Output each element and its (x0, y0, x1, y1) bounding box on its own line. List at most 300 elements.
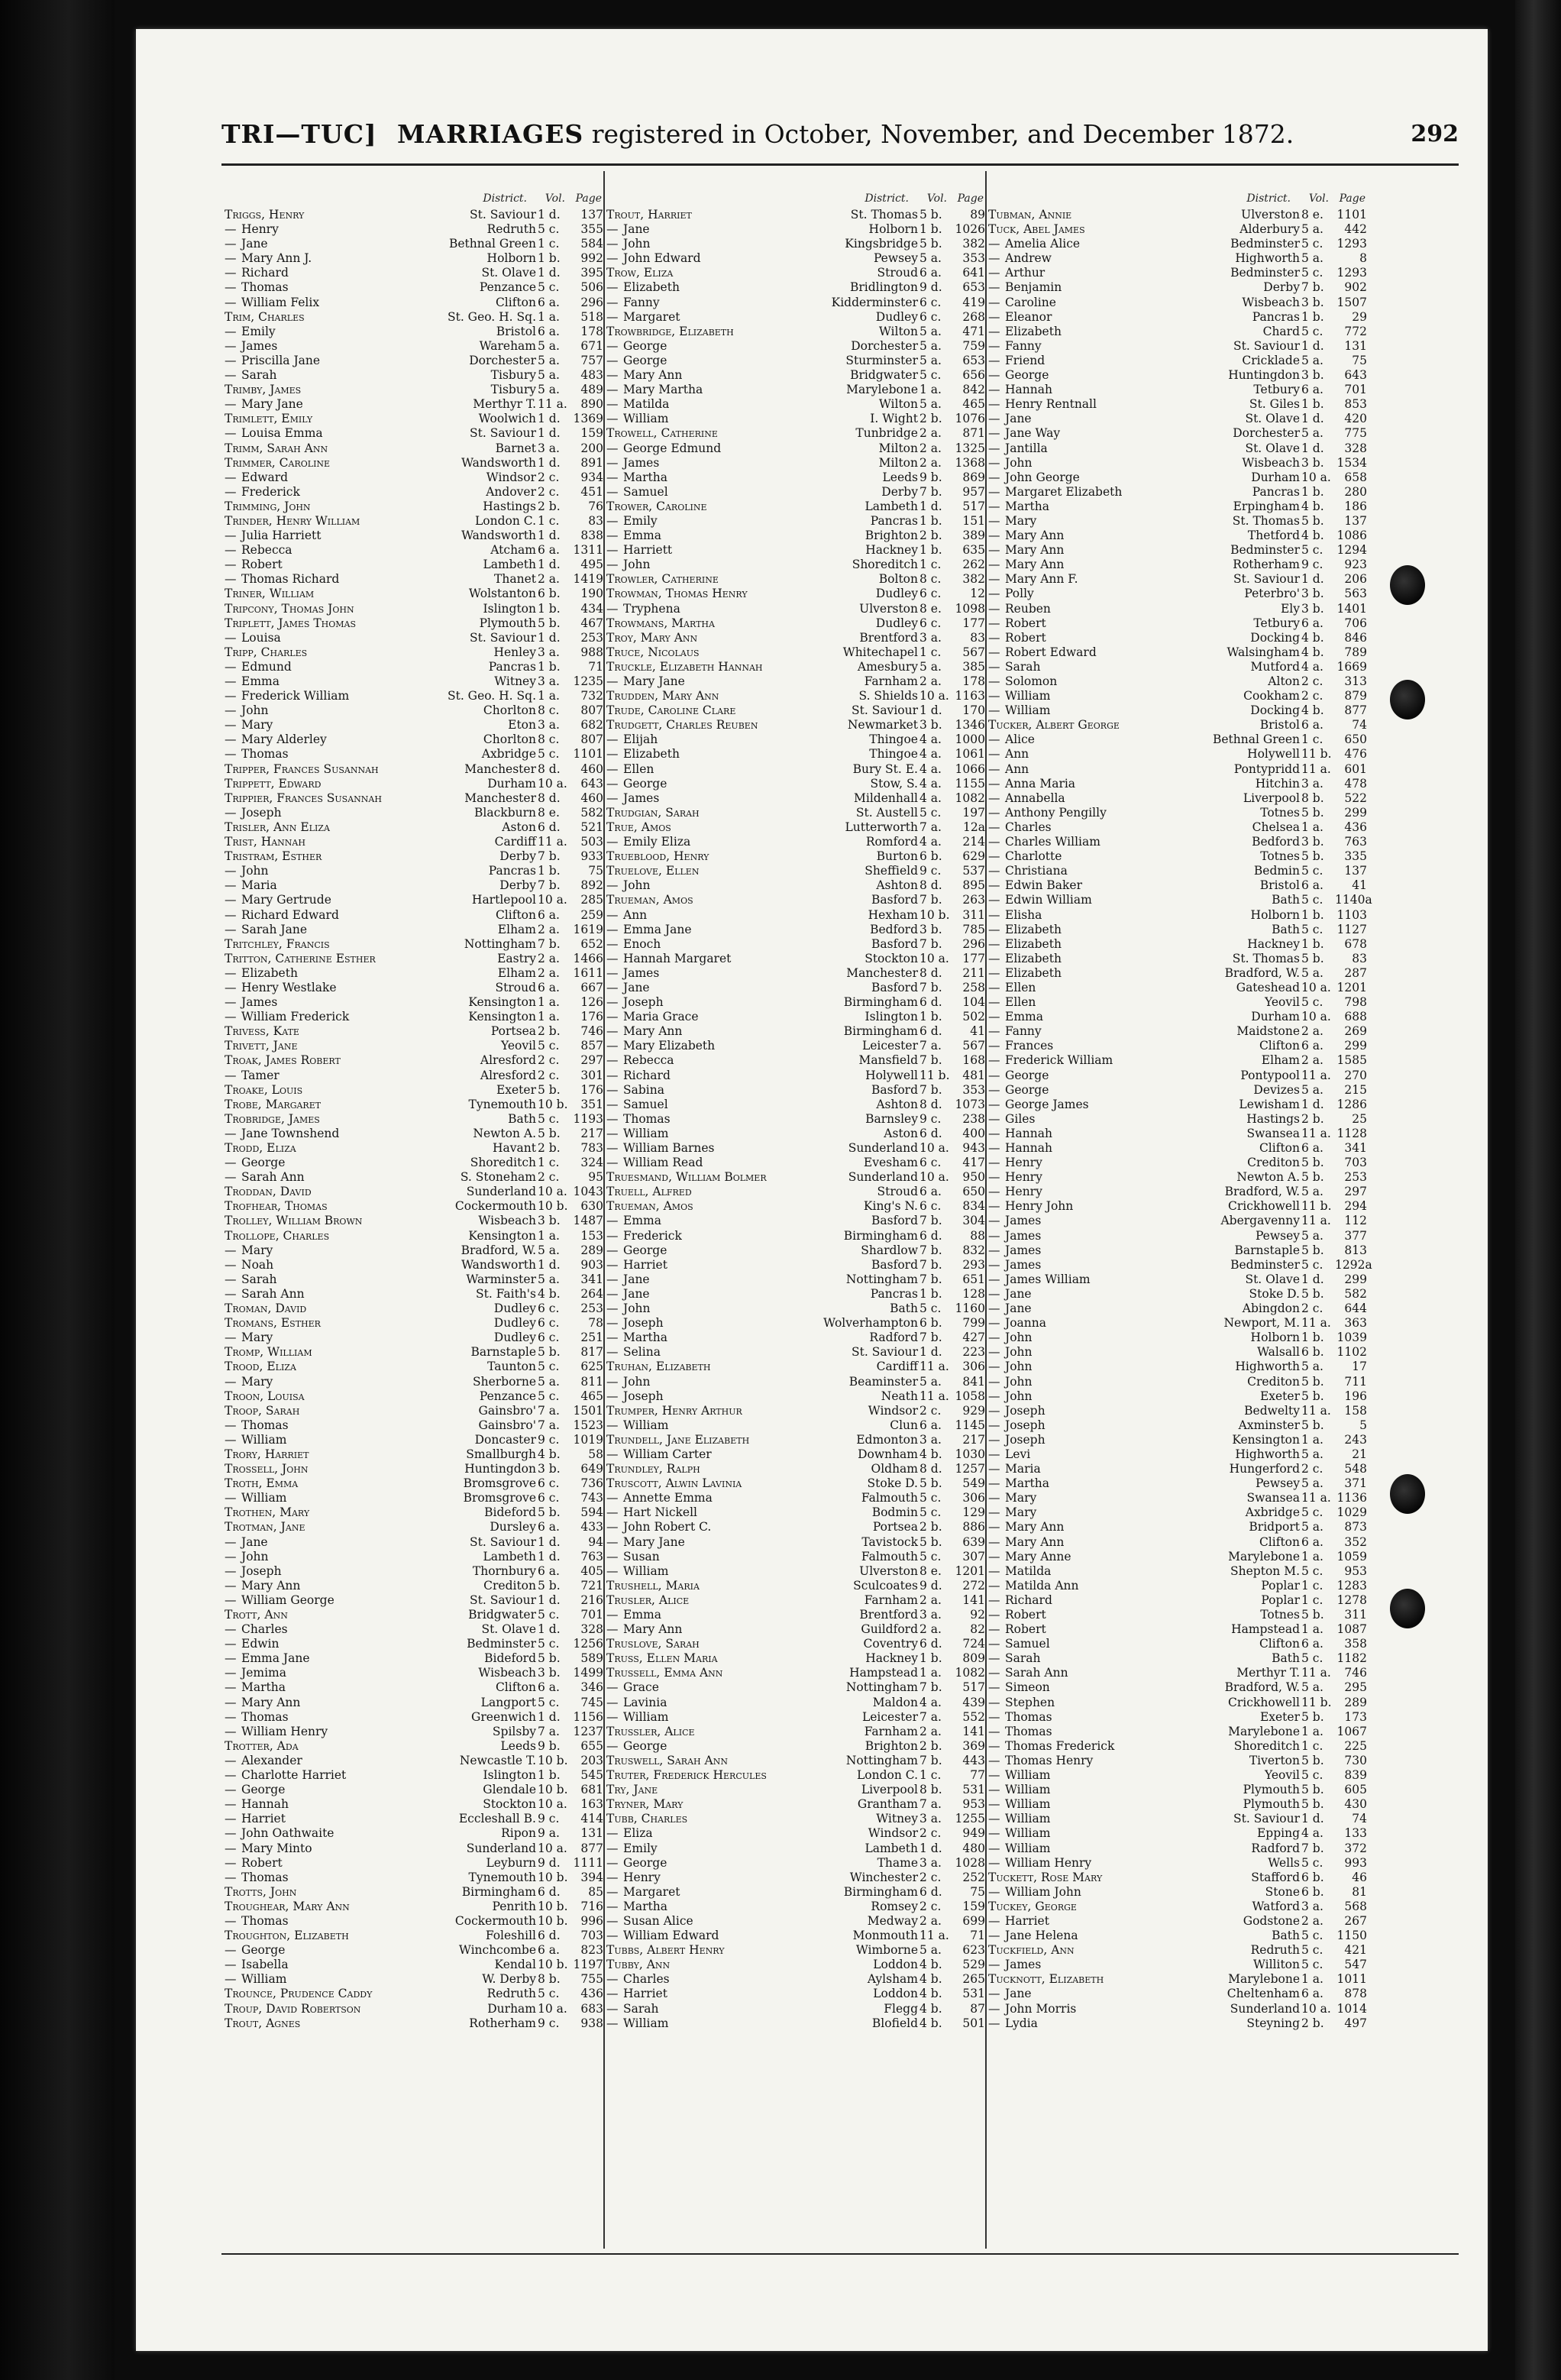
entry-volume: 5 c. (1301, 1505, 1323, 1520)
repeat-surname-dash: — (988, 980, 1000, 994)
entry-page: 547 (1344, 1958, 1367, 1972)
entry-district: Holborn (868, 222, 918, 237)
entry-volume: 1 d. (538, 208, 561, 222)
entry-volume: 5 a. (919, 1943, 942, 1958)
repeat-surname-dash: — (988, 1156, 1000, 1170)
register-entry (985, 791, 1367, 806)
entry-volume: 2 b. (538, 499, 561, 513)
repeat-surname-dash: — (225, 747, 237, 762)
entry-district: Elham (497, 922, 536, 936)
entry-district: Kidderminster (831, 295, 918, 309)
repeat-surname-dash: — (606, 1913, 619, 1928)
entry-volume: 6 a. (538, 543, 560, 558)
register-entry (603, 1141, 985, 1156)
register-entry (985, 1287, 1367, 1302)
repeat-surname-dash: — (988, 907, 1000, 922)
entry-page: 992 (580, 251, 603, 266)
entry-page: 537 (962, 864, 985, 878)
entry-page: 252 (962, 1870, 985, 1884)
repeat-surname-dash: — (225, 1286, 237, 1301)
entry-name: Sarah (241, 368, 277, 383)
entry-volume: 10 a. (538, 2001, 567, 2016)
entry-district: W. Derby (482, 1972, 536, 1987)
entry-page: 88 (970, 1228, 985, 1243)
entry-page: 151 (962, 513, 985, 528)
entry-page: 1000 (955, 732, 985, 747)
entry-name: Trory, Harriet (225, 1447, 309, 1461)
entry-district: Lutterworth (845, 820, 918, 834)
entry-district: St. Faith's (475, 1286, 536, 1301)
register-entry (603, 1505, 985, 1520)
entry-name: Trood, Eliza (225, 1360, 296, 1374)
entry-district: Shoreditch (1233, 1738, 1300, 1753)
entry-page: 1325 (955, 441, 985, 455)
entry-volume: 7 b. (919, 1243, 942, 1257)
repeat-surname-dash: — (225, 353, 237, 367)
entry-volume: 11 a. (1301, 1214, 1331, 1228)
entry-district: Evesham (863, 1156, 918, 1170)
entry-district: Bradford, W. (1224, 1680, 1300, 1695)
entry-page: 625 (580, 1360, 603, 1374)
repeat-surname-dash: — (606, 1622, 619, 1637)
entry-page: 87 (970, 2001, 985, 2016)
entry-name: Troop, Sarah (225, 1403, 300, 1418)
entry-volume: 5 a. (538, 368, 560, 383)
entry-district: Stoke D. (867, 1476, 918, 1491)
entry-page: 650 (1344, 732, 1367, 747)
entry-district: Dudley (493, 1331, 536, 1345)
register-entry (985, 1185, 1367, 1199)
entry-page: 953 (962, 1797, 985, 1812)
entry-volume: 9 a. (538, 1826, 560, 1841)
repeat-surname-dash: — (988, 1257, 1000, 1272)
entry-volume: 2 b. (538, 1141, 561, 1155)
entry-name: John (623, 1374, 651, 1389)
entry-page: 644 (1344, 1302, 1367, 1316)
repeat-surname-dash: — (606, 1709, 619, 1724)
entry-volume: 8 d. (538, 791, 561, 805)
entry-name: Jane (1005, 1987, 1032, 2001)
entry-page: 895 (962, 878, 985, 893)
register-entry (603, 1375, 985, 1389)
entry-volume: 1 b. (1301, 309, 1324, 324)
entry-page: 759 (962, 338, 985, 353)
entry-name: Priscilla Jane (241, 353, 321, 367)
entry-name: Trussler, Alice (606, 1724, 695, 1738)
entry-volume: 5 b. (1301, 951, 1324, 965)
entry-district: Wimborne (855, 1943, 918, 1958)
register-entry (603, 1900, 985, 1914)
register-entry (985, 1871, 1367, 1885)
entry-page: 1283 (1336, 1578, 1367, 1593)
register-entry (985, 1768, 1367, 1783)
entry-volume: 1 c. (538, 513, 560, 528)
entry-page: 681 (580, 1783, 603, 1797)
entry-district: Derby (499, 849, 536, 864)
register-entry (603, 1696, 985, 1710)
register-entry (985, 1433, 1367, 1447)
entry-name: Truhan, Elizabeth (606, 1360, 711, 1374)
register-entry (221, 354, 603, 368)
entry-name: Trounce, Prudence Caddy (225, 1987, 373, 2001)
repeat-surname-dash: — (988, 397, 1000, 412)
repeat-surname-dash: — (606, 1987, 619, 2001)
entry-name: John Edward (623, 251, 701, 266)
entry-name: Truell, Alfred (606, 1185, 692, 1199)
entry-district: Godstone (1243, 1913, 1300, 1928)
entry-name: William (623, 1563, 669, 1578)
register-entry (221, 251, 603, 266)
entry-district: Redruth (1250, 1943, 1300, 1958)
entry-name: William (623, 412, 669, 426)
repeat-surname-dash: — (988, 1302, 1000, 1316)
entry-district: Winchcombe (458, 1943, 536, 1958)
repeat-surname-dash: — (988, 820, 1000, 834)
repeat-surname-dash: — (988, 732, 1000, 747)
entry-district: Totnes (1260, 1608, 1300, 1622)
entry-volume: 5 a. (1301, 1476, 1323, 1491)
entry-name: Rebecca (623, 1053, 674, 1068)
entry-name: Anna Maria (1005, 776, 1076, 791)
entry-name: George (1005, 1082, 1049, 1097)
repeat-surname-dash: — (988, 1695, 1000, 1709)
entry-volume: 6 c. (538, 1302, 560, 1316)
repeat-surname-dash: — (988, 1505, 1000, 1520)
entry-page: 798 (1344, 995, 1367, 1010)
repeat-surname-dash: — (225, 1709, 237, 1724)
film-edge-left (0, 0, 115, 2380)
register-entry (221, 1199, 603, 1214)
entry-page: 1401 (1336, 601, 1367, 616)
entry-page: 200 (580, 441, 603, 455)
entry-district: Crediton (483, 1578, 536, 1593)
entry-volume: 5 c. (1301, 922, 1323, 936)
entry-district: Amesbury (857, 659, 918, 674)
entry-district: Birmingham (843, 1228, 918, 1243)
register-entry (221, 441, 603, 456)
entry-district: Elham (1261, 1053, 1300, 1068)
entry-page: 933 (580, 849, 603, 864)
entry-page: 481 (962, 1068, 985, 1082)
entry-name: James (623, 455, 660, 470)
entry-volume: 5 b. (1301, 1170, 1324, 1185)
repeat-surname-dash: — (988, 1374, 1000, 1389)
entry-page: 584 (580, 237, 603, 251)
entry-volume: 5 b. (919, 1476, 942, 1491)
entry-district: Guildford (861, 1622, 918, 1637)
entry-name: Troak, James Robert (225, 1053, 341, 1068)
entry-district: Andover (486, 484, 536, 499)
register-entry (603, 1943, 985, 1958)
entry-volume: 5 a. (1301, 965, 1323, 980)
entry-page: 128 (962, 1286, 985, 1301)
entry-name: Elizabeth (1005, 936, 1062, 951)
entry-page: 834 (962, 1199, 985, 1214)
header-rule (221, 163, 1459, 166)
entry-district: Bodmin (871, 1505, 918, 1520)
entry-name: Jane Way (1005, 426, 1061, 441)
entry-volume: 5 c. (1301, 543, 1323, 558)
register-entry (603, 878, 985, 893)
entry-name: Fanny (1005, 338, 1042, 353)
register-entry (221, 1943, 603, 1958)
repeat-surname-dash: — (606, 1286, 619, 1301)
register-entry (221, 1185, 603, 1199)
repeat-surname-dash: — (988, 1563, 1000, 1578)
entry-page: 460 (580, 791, 603, 805)
entry-name: William (1005, 1797, 1051, 1812)
entry-page: 903 (580, 1257, 603, 1272)
register-entry (603, 864, 985, 878)
entry-name: Harriet (241, 1812, 286, 1826)
entry-district: Hungerford (1229, 1462, 1300, 1476)
register-entry (603, 1520, 985, 1534)
repeat-surname-dash: — (225, 718, 237, 732)
entry-district: Bristol (1259, 718, 1300, 732)
register-entry (603, 426, 985, 441)
entry-page: 1499 (573, 1666, 603, 1680)
register-entry (221, 558, 603, 572)
entry-district: Dudley (493, 1302, 536, 1316)
register-entry (221, 1156, 603, 1170)
entry-page: 1523 (573, 1418, 603, 1432)
repeat-surname-dash: — (988, 1549, 1000, 1563)
repeat-surname-dash: — (225, 995, 237, 1010)
entry-page: 891 (580, 455, 603, 470)
entry-name: Edmund (241, 659, 292, 674)
register-entry (221, 280, 603, 295)
entry-name: Sarah (623, 2001, 659, 2016)
register-entry (985, 1389, 1367, 1404)
entry-page: 763 (580, 1549, 603, 1563)
register-entry (603, 1768, 985, 1783)
entry-page: 1066 (955, 762, 985, 776)
entry-page: 21 (1352, 1447, 1367, 1461)
entry-district: St. Thomas (1232, 951, 1300, 965)
register-entry (985, 893, 1372, 907)
register-entry (985, 1856, 1367, 1871)
entry-page: 1278 (1336, 1593, 1367, 1607)
entry-name: William (1005, 1812, 1051, 1826)
repeat-surname-dash: — (988, 1783, 1000, 1797)
repeat-surname-dash: — (225, 1272, 237, 1286)
entry-volume: 1 b. (1301, 484, 1324, 499)
entry-district: Bath (1272, 893, 1300, 907)
entry-name: Margaret Elizabeth (1005, 484, 1123, 499)
entry-district: Pancras (870, 1286, 918, 1301)
register-entry (985, 952, 1367, 966)
register-entry (603, 1243, 985, 1258)
register-entry (221, 339, 603, 354)
repeat-surname-dash: — (988, 878, 1000, 893)
entry-district: Warminster (466, 1272, 536, 1286)
register-entry (221, 703, 603, 718)
entry-name: Richard (623, 1068, 671, 1082)
entry-page: 711 (1344, 1374, 1367, 1389)
entry-page: 706 (1344, 616, 1367, 630)
entry-district: Edmonton (856, 1432, 918, 1447)
entry-volume: 11 a. (1301, 1126, 1331, 1140)
entry-district: Pewsey (1255, 1228, 1300, 1243)
register-entry (603, 1564, 985, 1579)
entry-district: Bromsgrove (463, 1491, 536, 1505)
entry-page: 857 (580, 1039, 603, 1053)
entry-page: 83 (970, 630, 985, 645)
entry-district: Abingdon (1242, 1302, 1300, 1316)
repeat-surname-dash: — (606, 1010, 619, 1024)
entry-page: 582 (580, 805, 603, 820)
register-entry (221, 1929, 603, 1943)
entry-name: Emma (623, 1214, 661, 1228)
entry-volume: 7 a. (919, 820, 942, 834)
register-entry (985, 616, 1367, 631)
entry-volume: 5 a. (538, 338, 560, 353)
register-entry (603, 237, 985, 251)
register-entry (985, 2016, 1367, 2031)
register-entry (221, 1170, 603, 1185)
repeat-surname-dash: — (988, 951, 1000, 965)
register-entry (221, 1229, 603, 1243)
entry-volume: 1 a. (1301, 1549, 1323, 1563)
entry-volume: 3 a. (538, 645, 560, 659)
repeat-surname-dash: — (606, 455, 619, 470)
entry-volume: 4 b. (919, 1987, 942, 2001)
entry-name: Tuckett, Rose Mary (988, 1870, 1103, 1884)
entry-volume: 6 a. (538, 1943, 560, 1958)
register-entry (221, 1914, 603, 1929)
entry-district: St. Saviour (1233, 338, 1300, 353)
entry-volume: 5 c. (919, 805, 942, 820)
repeat-surname-dash: — (225, 426, 237, 441)
entry-page: 1155 (955, 776, 985, 791)
register-entry (221, 1302, 603, 1316)
repeat-surname-dash: — (225, 805, 237, 820)
entry-name: William Edward (623, 1929, 719, 1943)
entry-volume: 5 c. (538, 1111, 560, 1126)
register-entry (985, 1535, 1367, 1550)
entry-name: Tryner, Mary (606, 1797, 684, 1812)
entry-district: Stroud (877, 266, 918, 280)
register-entry (985, 514, 1367, 529)
entry-volume: 3 b. (919, 922, 942, 936)
entry-name: Elizabeth (623, 747, 680, 762)
entry-name: Harriet (1005, 1913, 1049, 1928)
entry-name: James (623, 965, 660, 980)
register-entry (603, 1783, 985, 1797)
entry-volume: 5 b. (1301, 513, 1324, 528)
register-entry (603, 1316, 985, 1331)
entry-page: 443 (962, 1753, 985, 1767)
entry-page: 269 (1344, 1024, 1367, 1039)
repeat-surname-dash: — (988, 747, 1000, 762)
entry-name: Rebecca (241, 543, 292, 558)
entry-name: Reuben (1005, 601, 1051, 616)
entry-volume: 4 b. (919, 1958, 942, 1972)
entry-name: Joseph (1005, 1418, 1046, 1432)
entry-volume: 11 b. (1301, 1695, 1332, 1709)
entry-volume: 6 a. (538, 1563, 560, 1578)
entry-name: Martha (623, 470, 667, 484)
entry-volume: 1 a. (919, 1666, 942, 1680)
repeat-surname-dash: — (988, 1462, 1000, 1476)
entry-page: 75 (970, 1884, 985, 1899)
repeat-surname-dash: — (225, 1491, 237, 1505)
repeat-surname-dash: — (225, 1068, 237, 1082)
entry-name: Lavinia (623, 1695, 667, 1709)
entry-district: Clifton (1259, 1039, 1300, 1053)
entry-page: 890 (580, 397, 603, 412)
entry-volume: 3 b. (1301, 368, 1324, 383)
entry-volume: 5 b. (1301, 849, 1324, 864)
entry-district: Rotherham (469, 2016, 536, 2030)
entry-volume: 11 a. (1301, 762, 1331, 776)
entry-name: Tripcony, Thomas John (225, 601, 354, 616)
entry-page: 74 (1352, 718, 1367, 732)
entry-page: 635 (962, 543, 985, 558)
entry-name: Truslove, Sarah (606, 1637, 700, 1651)
entry-district: Wandsworth (461, 529, 536, 543)
entry-page: 1073 (955, 1097, 985, 1111)
entry-page: 1058 (955, 1389, 985, 1403)
entry-page: 531 (962, 1783, 985, 1797)
entry-name: Mary Alderley (241, 732, 327, 747)
repeat-surname-dash: — (988, 1578, 1000, 1593)
repeat-surname-dash: — (225, 543, 237, 558)
entry-name: Edward (241, 470, 289, 484)
register-entry (985, 878, 1367, 893)
repeat-surname-dash: — (606, 222, 619, 237)
entry-name: Trowmans, Martha (606, 616, 715, 630)
register-entry (985, 1229, 1367, 1243)
register-entry (221, 1651, 603, 1666)
entry-volume: 7 b. (919, 484, 942, 499)
entry-page: 82 (970, 1622, 985, 1637)
repeat-surname-dash: — (606, 1374, 619, 1389)
register-entry (221, 1039, 603, 1053)
entry-name: Sabina (623, 1082, 664, 1097)
entry-page: 414 (580, 1812, 603, 1826)
register-entry (221, 1564, 603, 1579)
entry-name: Jane Townshend (241, 1126, 340, 1140)
register-entry (221, 1842, 603, 1856)
entry-name: John (241, 1549, 269, 1563)
entry-page: 289 (580, 1243, 603, 1257)
entry-name: James (241, 995, 278, 1010)
entry-page: 589 (580, 1651, 603, 1666)
register-entry (221, 1812, 603, 1826)
repeat-surname-dash: — (988, 1170, 1000, 1185)
entry-name: Trudgett, Charles Reuben (606, 718, 758, 732)
entry-name: John (623, 558, 651, 572)
entry-district: Liverpool (1243, 791, 1300, 805)
entry-page: 838 (580, 529, 603, 543)
register-entry (985, 325, 1367, 339)
district-label: District. (483, 192, 527, 205)
entry-name: Trotman, Jane (225, 1520, 305, 1534)
entry-volume: 1 d. (1301, 1272, 1324, 1286)
entry-page: 355 (580, 222, 603, 237)
entry-name: Trudden, Mary Ann (606, 689, 719, 703)
repeat-surname-dash: — (606, 441, 619, 455)
entry-volume: 3 b. (1301, 295, 1324, 309)
entry-name: Mary (241, 1331, 273, 1345)
entry-page: 436 (580, 1987, 603, 2001)
entry-name: George (623, 338, 667, 353)
entry-volume: 3 a. (538, 441, 560, 455)
entry-page: 1127 (1336, 922, 1367, 936)
entry-page: 467 (580, 616, 603, 630)
entry-district: Bridgwater (850, 368, 918, 383)
